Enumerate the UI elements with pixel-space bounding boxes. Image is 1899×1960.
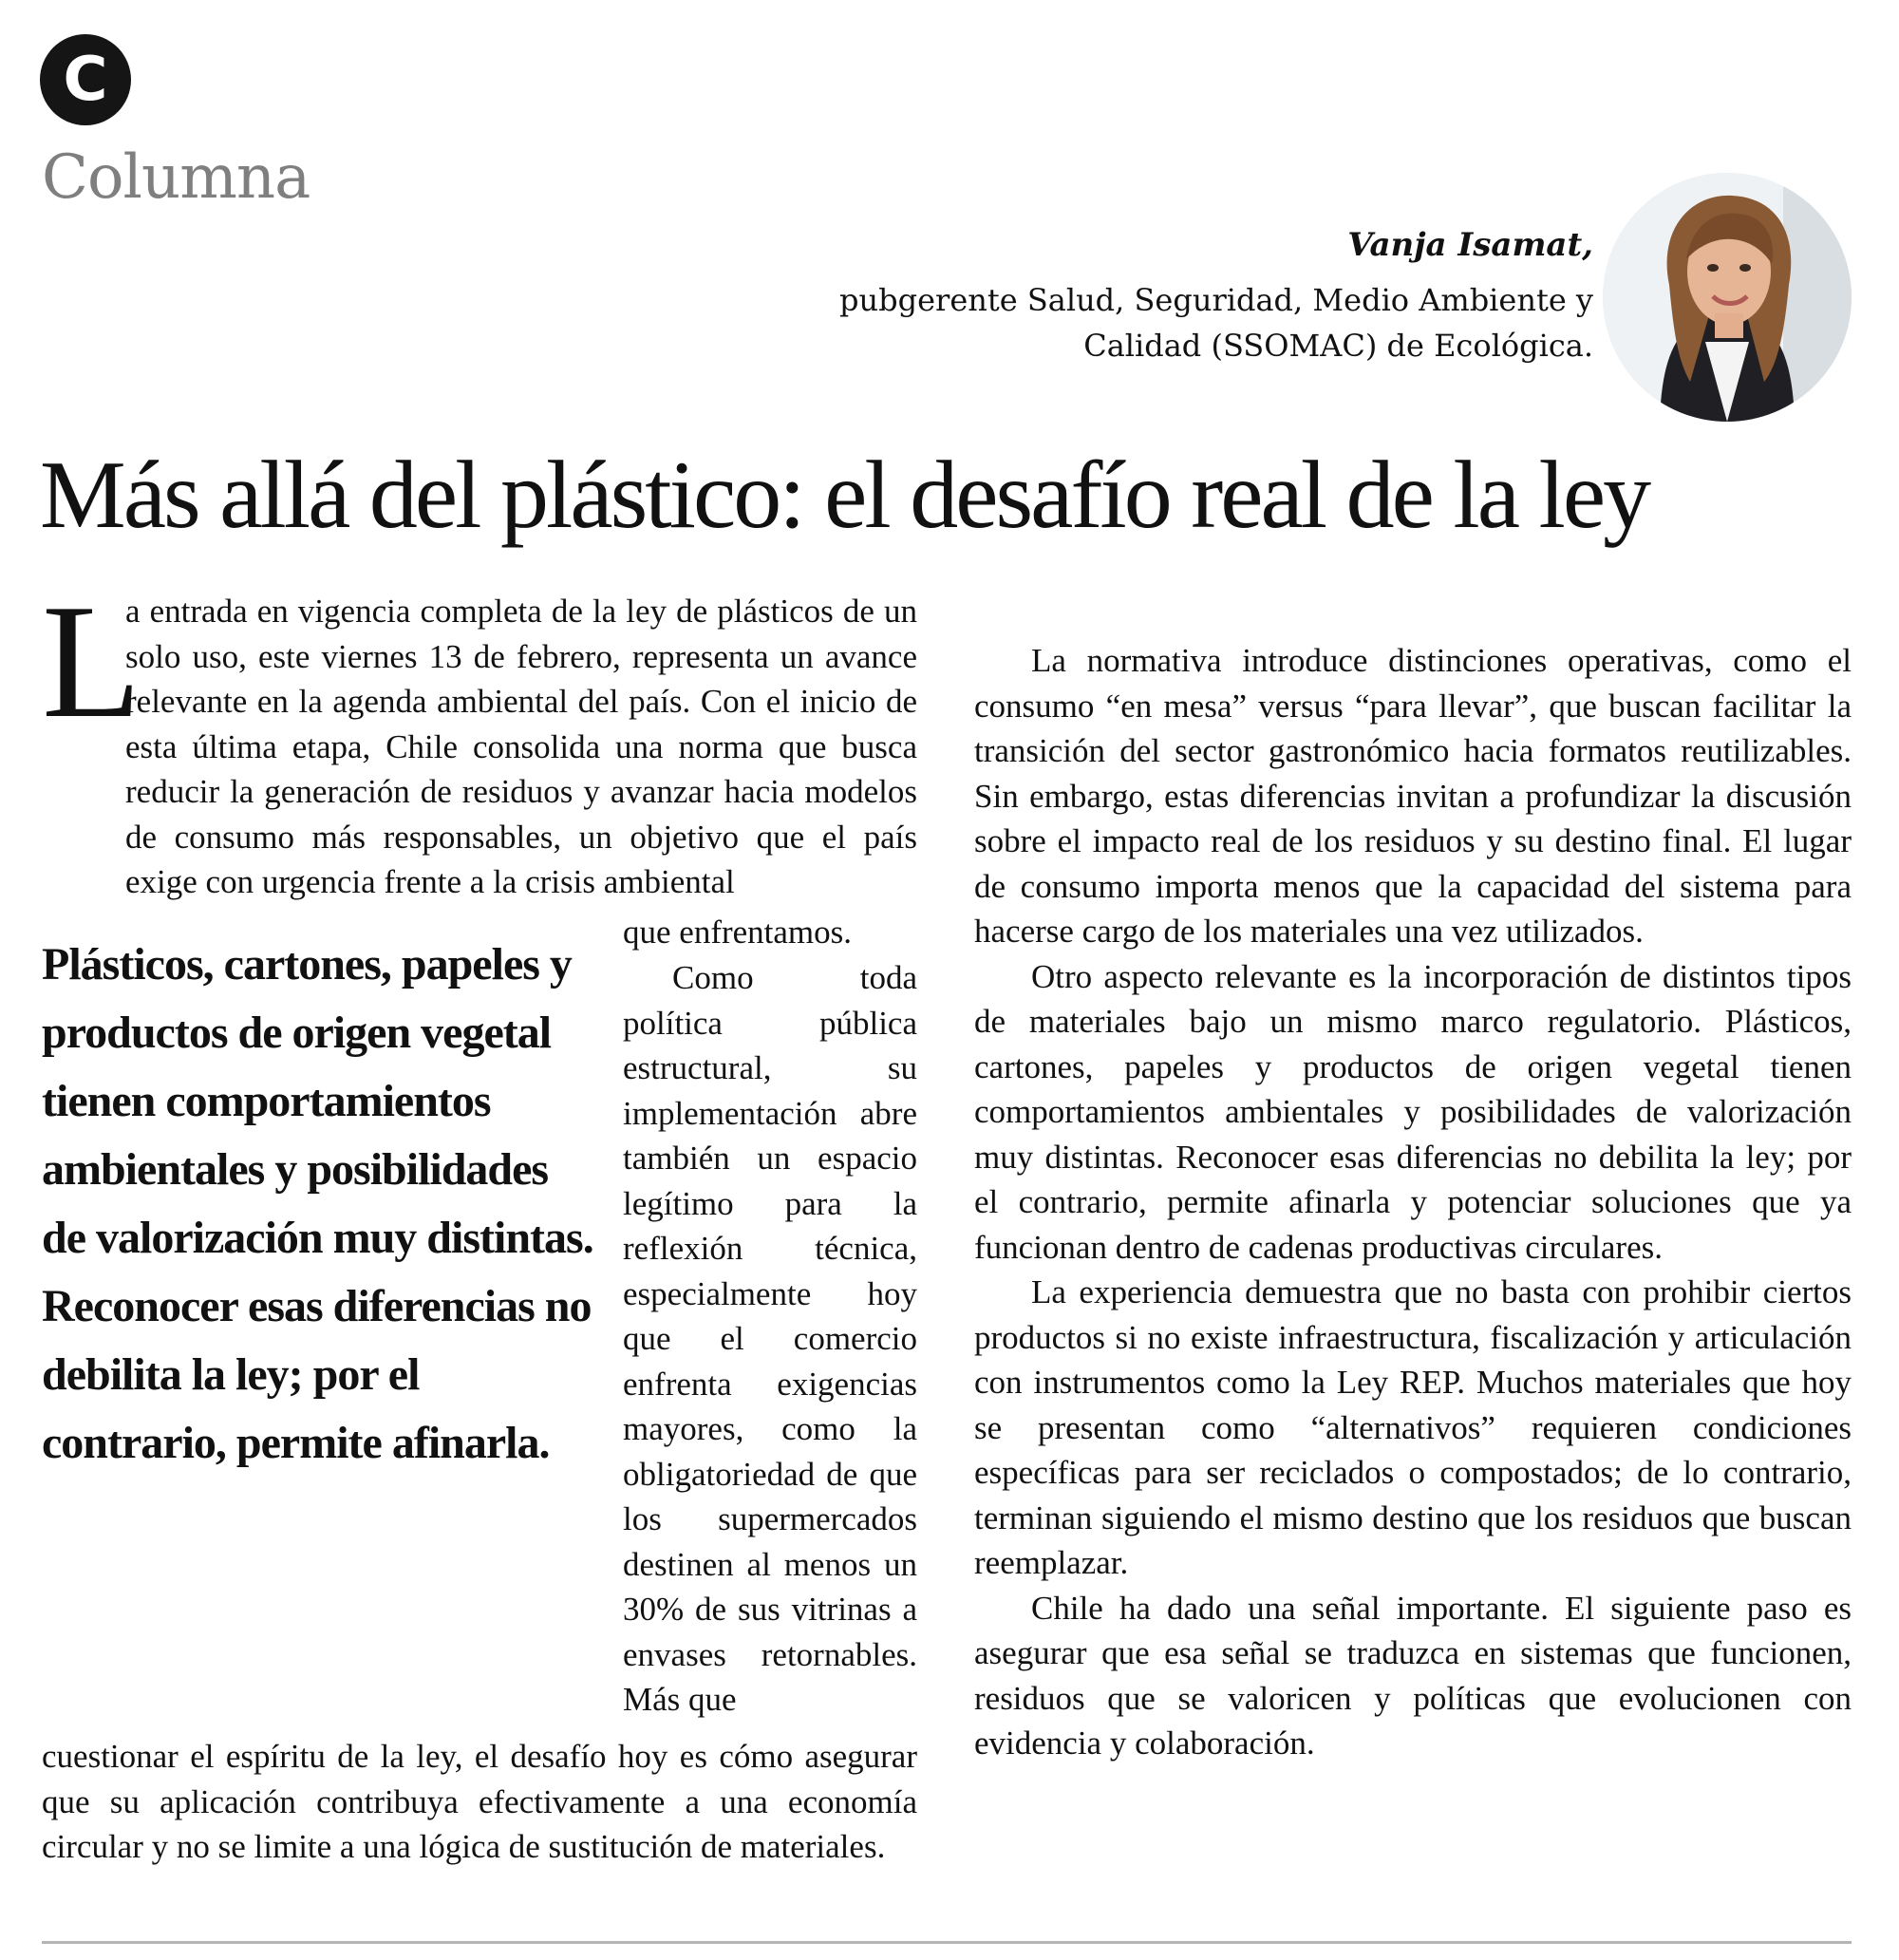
paragraph-1-text: a entrada en vigencia completa de la ley de plásticos de un solo uso, este viernes 13 de febrero, representa un avance relevante en la agenda ambiental del país. Con el inicio de esta última etapa, Chile consolida una norma que busca reducir la generación de residuos y avanzar hacia modelos de consumo más responsables, un objetivo que el país exige con urgencia frente a la crisis ambiental — [125, 593, 917, 900]
paragraph-2-rest: cuestionar el espíritu de la ley, el desafío hoy es cómo asegurar que su aplicación contribuya efectivamente a una economía circular y no se limite a una lógica de sustitución de materiales. — [42, 1738, 917, 1865]
paragraph-6: Chile ha dado una señal importante. El siguiente paso es asegurar que esa señal se traduzca en sistemas que funcionen, residuos que se valoricen y políticas que evolucionen con evidencia y colaboración. — [974, 1589, 1852, 1762]
pull-quote: Plásticos, cartones, papeles y productos de origen vegetal tienen comportamientos ambientales y posibilidades de valorización muy distintas. Reconocer esas diferencias no debilita la ley; por el contrario, permite afinarla. — [42, 939, 593, 1468]
left-column — [42, 572, 917, 905]
right-column — [974, 638, 1852, 1766]
section-label: Columna — [42, 142, 310, 213]
paragraph-3: La normativa introduce distinciones operativas, como el consumo “en mesa” versus “para llevar”, que buscan facilitar la transición del sector gastronómico hacia formatos reutilizables. Sin embargo, estas diferencias invitan a profundizar la discusión sobre el impacto real de los residuos y su destino final. El lugar de consumo importa menos que la capacidad del sistema para hacerse cargo de los materiales una vez utilizados. — [974, 642, 1852, 950]
author-portrait-illustration — [1603, 173, 1852, 422]
paragraph-4: Otro aspecto relevante es la incorporación de distintos tipos de materiales bajo un mismo marco regulatorio. Plásticos, cartones, papeles y productos de origen vegetal tienen comportamientos ambientales y posibilidades de valorización muy distintas. Reconocer esas diferencias no debilita la ley; por el contrario, permite afinarla y potenciar soluciones que ya funcionan dentro de cadenas productivas circulares. — [974, 957, 1852, 1266]
bottom-left-block — [42, 1734, 917, 1870]
narrow-column — [623, 955, 917, 1723]
paragraph-5: La experiencia demuestra que no basta con prohibir ciertos productos si no existe infraestructura, fiscalización y articulación con instrumentos como la Ley REP. Muchos materiales que hoy se presentan como “alternativos” requieren condiciones específicas para ser reciclados o compostados; de lo contrario, terminan siguiendo el mismo destino que los residuos que buscan reemplazar. — [974, 1273, 1852, 1581]
author-photo — [1603, 173, 1852, 422]
paragraph-1-start — [125, 589, 917, 905]
author-role: pubgerente Salud, Seguridad, Medio Ambiente y Calidad (SSOMAC) de Ecológica. — [839, 282, 1593, 364]
c-logo-icon: C — [40, 34, 131, 125]
author-name: Vanja Isamat, — [1347, 226, 1593, 264]
paragraph-1-end: que enfrentamos. — [623, 914, 853, 951]
footer-rule — [42, 1941, 1852, 1944]
drop-cap: L — [42, 572, 142, 752]
headline: Más allá del plástico: el desafío real de la ley — [40, 442, 1649, 549]
paragraph-2-narrow: Como toda política pública estructural, su implementación abre también un espacio legítimo para la reflexión técnica, especialmente hoy que el comercio enfrenta exigencias mayores, como la obligatoriedad de que los supermercados destinen al menos un 30% de sus vitrinas a envases retornables. Más que — [623, 959, 917, 1718]
